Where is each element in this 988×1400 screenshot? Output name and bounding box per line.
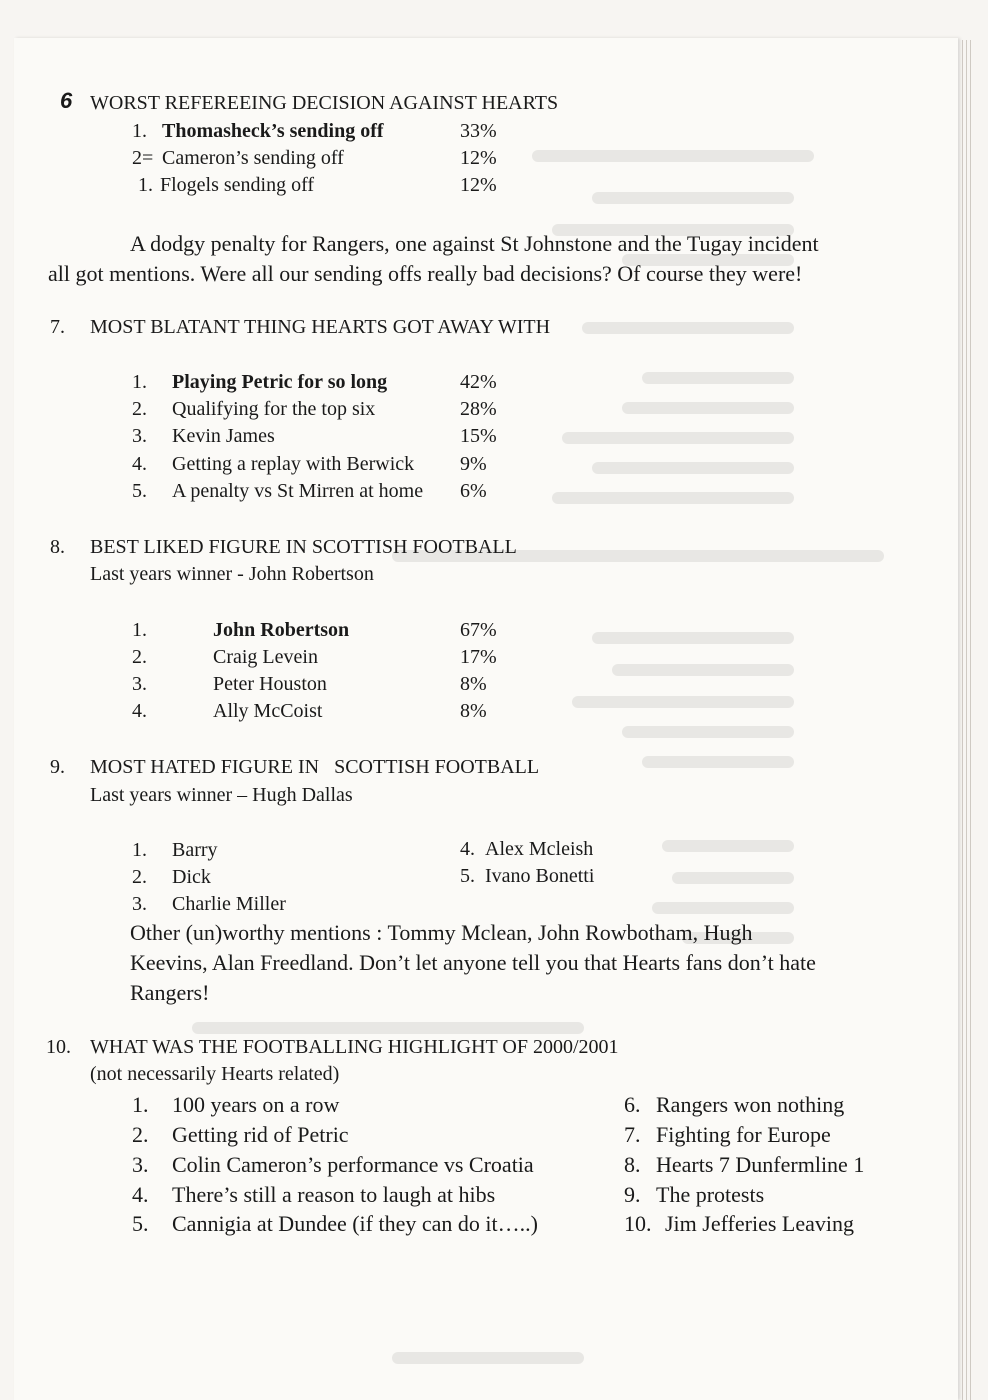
s9-left-item-3-rank: 3. [132,893,147,915]
s10-right-item-7-rank: 7. [624,1122,641,1147]
s9-right-item-4-rank: 4. [460,838,475,860]
section-8-subheading: Last years winner - John Robertson [90,563,374,585]
section-10-subheading: (not necessarily Hearts related) [90,1063,340,1085]
s7-item-5-name: A penalty vs St Mirren at home [172,480,424,502]
s9-paragraph-line-1: Other (un)worthy mentions : Tommy Mclean, John Rowbotham, Hugh [130,920,753,945]
s8-item-2-name: Craig Levein [213,646,318,668]
s7-item-5-rank: 5. [132,480,147,502]
s10-left-item-5-rank: 5. [132,1211,149,1236]
s7-item-4-name: Getting a replay with Berwick [172,453,415,475]
s10-left-item-3-rank: 3. [132,1152,149,1177]
s7-item-3-name: Kevin James [172,425,275,447]
s6-item-1-pct: 33% [460,120,497,142]
s8-item-4-rank: 4. [132,700,147,722]
s10-right-item-10-name: Jim Jefferies Leaving [665,1211,854,1236]
s9-paragraph-line-2: Keevins, Alan Freedland. Don’t let anyone tell you that Hearts fans don’t hate [130,950,816,975]
s10-right-item-6-rank: 6. [624,1092,641,1117]
s6-item-3-rank: 1. [138,174,153,196]
s10-right-item-8-rank: 8. [624,1152,641,1177]
s10-left-item-1-rank: 1. [132,1092,149,1117]
s9-left-item-3-name: Charlie Miller [172,893,286,915]
s6-item-1-rank: 1. [132,120,147,142]
s10-left-item-5-name: Cannigia at Dundee (if they can do it…..) [172,1211,538,1236]
s10-right-item-10-rank: 10. [624,1211,652,1236]
s8-item-3-name: Peter Houston [213,673,327,695]
s7-item-3-rank: 3. [132,425,147,447]
s8-item-4-pct: 8% [460,700,487,722]
section-8-number: 8. [50,536,65,558]
s7-item-2-pct: 28% [460,398,497,420]
section-7-heading: MOST BLATANT THING HEARTS GOT AWAY WITH [90,316,551,338]
s7-item-4-rank: 4. [132,453,147,475]
s8-item-3-rank: 3. [132,673,147,695]
s9-left-item-2-rank: 2. [132,866,147,888]
s10-left-item-3-name: Colin Cameron’s performance vs Croatia [172,1152,534,1177]
s7-item-3-pct: 15% [460,425,497,447]
section-9-number: 9. [50,756,65,778]
s6-item-2-name: Cameron’s sending off [162,147,344,169]
s10-left-item-4-rank: 4. [132,1182,149,1207]
s10-right-item-8-name: Hearts 7 Dunfermline 1 [656,1152,865,1177]
s8-item-1-rank: 1. [132,619,147,641]
s10-left-item-4-name: There’s still a reason to laugh at hibs [172,1182,496,1207]
s9-left-item-1-name: Barry [172,839,218,861]
s10-left-item-2-rank: 2. [132,1122,149,1147]
s9-paragraph-line-3: Rangers! [130,980,210,1005]
s7-item-5-pct: 6% [460,480,487,502]
s8-item-1-pct: 67% [460,619,497,641]
s10-right-item-6-name: Rangers won nothing [656,1092,845,1117]
section-10-number: 10. [46,1036,71,1058]
s8-item-2-rank: 2. [132,646,147,668]
s6-item-2-rank: 2= [132,147,154,169]
s7-item-2-rank: 2. [132,398,147,420]
section-8-heading: BEST LIKED FIGURE IN SCOTTISH FOOTBALL [90,536,517,558]
s6-item-3-pct: 12% [460,174,497,196]
s9-left-item-2-name: Dick [172,866,211,888]
s8-item-2-pct: 17% [460,646,497,668]
document-page [14,38,958,1400]
s6-item-1-name: Thomasheck’s sending off [162,120,384,142]
section-9-subheading: Last years winner – Hugh Dallas [90,784,353,806]
s8-item-1-name: John Robertson [213,619,350,641]
s8-item-4-name: Ally McCoist [213,700,323,722]
s6-paragraph-line-1: A dodgy penalty for Rangers, one against St Johnstone and the Tugay incident [130,231,819,256]
s10-left-item-2-name: Getting rid of Petric [172,1122,349,1147]
s7-item-4-pct: 9% [460,453,487,475]
s10-left-item-1-name: 100 years on a row [172,1092,340,1117]
section-9-heading: MOST HATED FIGURE IN SCOTTISH FOOTBALL [90,756,540,778]
section-10-heading: WHAT WAS THE FOOTBALLING HIGHLIGHT OF 2000/2001 [90,1036,619,1058]
s6-item-3-name: Flogels sending off [160,174,315,196]
s8-item-3-pct: 8% [460,673,487,695]
s7-item-1-rank: 1. [132,371,147,393]
s10-right-item-9-rank: 9. [624,1182,641,1207]
s9-right-item-5-rank: 5. [460,865,475,887]
s6-item-2-pct: 12% [460,147,497,169]
s10-right-item-7-name: Fighting for Europe [656,1122,831,1147]
s7-item-1-name: Playing Petric for so long [172,371,388,393]
s7-item-1-pct: 42% [460,371,497,393]
section-7-number: 7. [50,316,65,338]
section-6-heading: WORST REFEREEING DECISION AGAINST HEARTS [90,92,559,114]
s9-right-item-5-name: Ivano Bonetti [485,865,595,887]
s9-left-item-1-rank: 1. [132,839,147,861]
s7-item-2-name: Qualifying for the top six [172,398,376,420]
s10-right-item-9-name: The protests [656,1182,765,1207]
s9-right-item-4-name: Alex Mcleish [485,838,594,860]
section-6-number: 6 [60,88,73,113]
s6-paragraph-line-2: all got mentions. Were all our sending offs really bad decisions? Of course they were! [48,261,803,286]
